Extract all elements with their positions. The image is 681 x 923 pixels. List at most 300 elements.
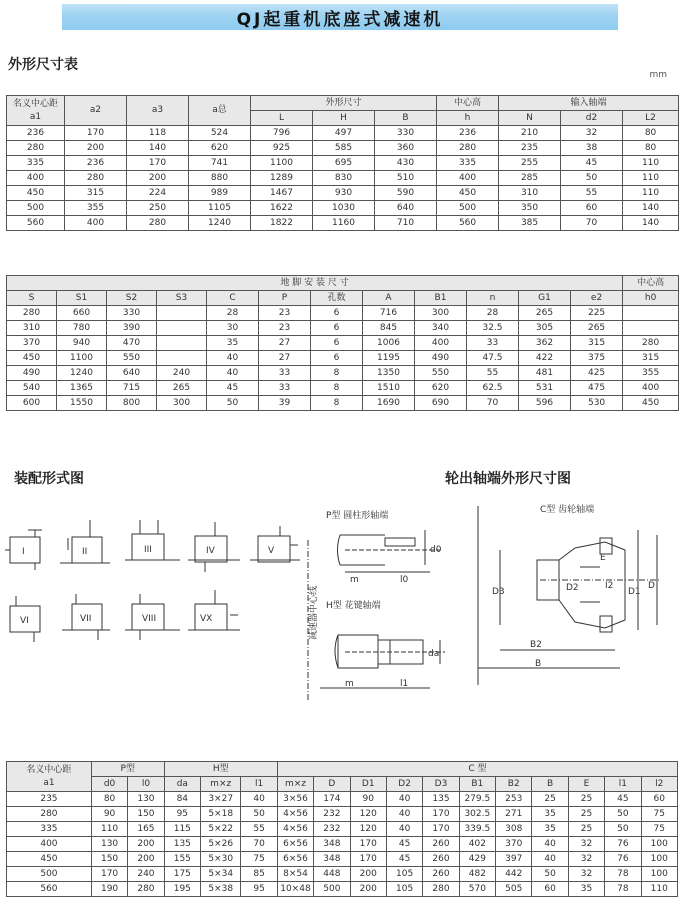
table-cell: 240 <box>157 366 207 381</box>
table-cell: 200 <box>65 141 127 156</box>
table-row <box>7 807 678 822</box>
header-mounting: 地 脚 安 装 尺 寸 <box>7 276 623 291</box>
table-cell: 1822 <box>251 216 313 231</box>
table-cell: 118 <box>127 126 189 141</box>
table-cell: 450 <box>7 186 65 201</box>
table-cell: 5×34 <box>201 867 241 882</box>
h-type-label: H型 花键轴端 <box>326 601 381 611</box>
table-cell: 530 <box>571 396 623 411</box>
assembly-label-9: VX <box>200 614 213 624</box>
subheader-14: l1 <box>605 777 641 792</box>
header-center-height: 中心高 <box>437 96 499 111</box>
table-cell: 1030 <box>313 201 375 216</box>
dim-D1: D1 <box>628 587 641 597</box>
table-row <box>7 867 678 882</box>
subheader-2: S2 <box>107 291 157 306</box>
table-cell: 429 <box>459 852 495 867</box>
section-heading-shaft: 轮出轴端外形尺寸图 <box>445 471 571 487</box>
table-cell: 200 <box>350 867 386 882</box>
table-cell: 47.5 <box>467 351 519 366</box>
table-cell: 60 <box>532 882 568 897</box>
table-cell <box>157 351 207 366</box>
table-cell: 78 <box>605 867 641 882</box>
table-cell: 300 <box>415 306 467 321</box>
subheader-15: l2 <box>641 777 677 792</box>
table-row <box>7 336 679 351</box>
table-cell: 310 <box>499 186 561 201</box>
header-a2: a2 <box>65 96 127 126</box>
table-cell: 315 <box>623 351 679 366</box>
dim-E: E <box>600 553 606 563</box>
subheader-3: m×z <box>201 777 241 792</box>
table-cell: 1550 <box>57 396 107 411</box>
table-cell: 8 <box>311 396 363 411</box>
table-cell: 105 <box>386 867 422 882</box>
table-cell: 235 <box>499 141 561 156</box>
table-cell: 490 <box>415 351 467 366</box>
table-cell: 5×38 <box>201 882 241 897</box>
table-cell: 6×56 <box>277 837 313 852</box>
table-cell: 75 <box>641 807 677 822</box>
table-cell: 355 <box>623 366 679 381</box>
table-cell: 550 <box>107 351 157 366</box>
table-cell: 1622 <box>251 201 313 216</box>
table-cell: 40 <box>386 807 422 822</box>
table-cell: 620 <box>189 141 251 156</box>
dim-D3: D3 <box>492 587 505 597</box>
subheader-2: B <box>375 111 437 126</box>
subheader-6: L2 <box>623 111 679 126</box>
table-cell: 640 <box>107 366 157 381</box>
table-cell: 130 <box>91 837 127 852</box>
table-cell: 195 <box>164 882 200 897</box>
table-cell: 75 <box>241 852 277 867</box>
table-cell: 140 <box>623 216 679 231</box>
table-cell: 370 <box>7 336 57 351</box>
table-cell: 280 <box>65 171 127 186</box>
table-cell: 35 <box>207 336 259 351</box>
table-cell: 30 <box>207 321 259 336</box>
subheader-1: S1 <box>57 291 107 306</box>
table-cell: 1195 <box>363 351 415 366</box>
table-cell: 76 <box>605 837 641 852</box>
assembly-label-7: VII <box>80 614 92 624</box>
table-cell: 70 <box>467 396 519 411</box>
table-cell: 3×27 <box>201 792 241 807</box>
table-cell: 35 <box>532 822 568 837</box>
table-cell: 45 <box>605 792 641 807</box>
table-row <box>7 381 679 396</box>
table-cell: 8 <box>311 366 363 381</box>
table-cell: 253 <box>496 792 532 807</box>
subheader-9: n <box>467 291 519 306</box>
table-cell: 482 <box>459 867 495 882</box>
table-cell: 23 <box>259 321 311 336</box>
table-cell: 524 <box>189 126 251 141</box>
subheader-7: D1 <box>350 777 386 792</box>
table-cell: 25 <box>532 792 568 807</box>
table-cell: 85 <box>241 867 277 882</box>
table-cell: 200 <box>128 837 164 852</box>
table-cell: 590 <box>375 186 437 201</box>
table-cell: 560 <box>7 882 92 897</box>
table-cell: 35 <box>532 807 568 822</box>
table-cell: 1365 <box>57 381 107 396</box>
shaft-end-table <box>6 761 678 897</box>
table-cell: 260 <box>423 837 459 852</box>
table-cell: 505 <box>496 882 532 897</box>
table-row <box>7 201 679 216</box>
table-cell: 448 <box>314 867 350 882</box>
table-cell: 271 <box>496 807 532 822</box>
subheader-12: B <box>532 777 568 792</box>
table-cell: 1100 <box>57 351 107 366</box>
table-cell: 135 <box>164 837 200 852</box>
table-cell: 232 <box>314 822 350 837</box>
table-cell: 70 <box>561 216 623 231</box>
table-cell: 45 <box>207 381 259 396</box>
table-cell: 265 <box>571 321 623 336</box>
table-cell: 6 <box>311 336 363 351</box>
section-heading-assembly: 装配形式图 <box>14 471 84 487</box>
table-cell: 500 <box>7 867 92 882</box>
table-cell: 402 <box>459 837 495 852</box>
table-cell: 350 <box>499 201 561 216</box>
table-cell: 25 <box>568 822 604 837</box>
table-cell: 224 <box>127 186 189 201</box>
header-input-shaft: 输入轴端 <box>499 96 679 111</box>
subheader-1: l0 <box>128 777 164 792</box>
table-cell: 510 <box>375 171 437 186</box>
table-cell: 640 <box>375 201 437 216</box>
table-cell: 100 <box>641 867 677 882</box>
centerline-label: 减速器中心线 <box>309 585 319 640</box>
subheader-6: 孔数 <box>311 291 363 306</box>
header-atotal: a总 <box>189 96 251 126</box>
table-cell: 200 <box>350 882 386 897</box>
table-cell: 335 <box>7 822 92 837</box>
table-cell: 27 <box>259 351 311 366</box>
table-cell: 5×22 <box>201 822 241 837</box>
table-cell: 5×26 <box>201 837 241 852</box>
table-cell: 260 <box>423 852 459 867</box>
header-a1-cn: 名义中心距 <box>12 98 58 109</box>
table-cell: 50 <box>532 867 568 882</box>
table-row <box>7 792 678 807</box>
table-cell: 470 <box>107 336 157 351</box>
p-type-shaft-drawing <box>338 530 441 572</box>
table-cell: 279.5 <box>459 792 495 807</box>
table-cell: 375 <box>571 351 623 366</box>
subheader-6: D <box>314 777 350 792</box>
header-center-height-2: 中心高 <box>623 276 679 291</box>
table-cell: 531 <box>519 381 571 396</box>
table-cell: 265 <box>157 381 207 396</box>
subheader-0: L <box>251 111 313 126</box>
table-cell: 280 <box>623 336 679 351</box>
table-cell: 280 <box>128 882 164 897</box>
table-cell: 240 <box>128 867 164 882</box>
dim-I2: I2 <box>605 581 614 591</box>
table-cell: 741 <box>189 156 251 171</box>
table-cell: 280 <box>7 141 65 156</box>
table-cell: 55 <box>467 366 519 381</box>
table-cell: 880 <box>189 171 251 186</box>
subheader-3: h <box>437 111 499 126</box>
table-cell: 80 <box>623 126 679 141</box>
table-cell: 310 <box>7 321 57 336</box>
table-cell: 400 <box>65 216 127 231</box>
header-c-type: C 型 <box>277 762 677 777</box>
table-cell: 100 <box>641 852 677 867</box>
table-cell: 62.5 <box>467 381 519 396</box>
table-cell: 481 <box>519 366 571 381</box>
subheader-10: G1 <box>519 291 571 306</box>
table-cell: 400 <box>623 381 679 396</box>
table-row <box>7 366 679 381</box>
table-cell: 28 <box>207 306 259 321</box>
table-cell: 50 <box>605 822 641 837</box>
table-row <box>7 306 679 321</box>
table-cell: 33 <box>259 381 311 396</box>
table-cell <box>157 336 207 351</box>
table-cell: 390 <box>107 321 157 336</box>
page-title: QJ起重机底座式减速机 <box>236 9 444 30</box>
assembly-label-4: IV <box>206 546 215 556</box>
table-cell <box>157 306 207 321</box>
table-cell: 50 <box>561 171 623 186</box>
table-cell: 120 <box>350 822 386 837</box>
table-cell: 40 <box>532 852 568 867</box>
table-cell: 1160 <box>313 216 375 231</box>
table-cell: 585 <box>313 141 375 156</box>
table-cell: 90 <box>350 792 386 807</box>
table-cell: 130 <box>128 792 164 807</box>
table-cell: 490 <box>7 366 57 381</box>
table-cell: 170 <box>65 126 127 141</box>
table-cell: 165 <box>128 822 164 837</box>
table-cell: 600 <box>7 396 57 411</box>
table-cell: 28 <box>467 306 519 321</box>
table-cell: 1105 <box>189 201 251 216</box>
table-cell: 235 <box>7 792 92 807</box>
table-cell: 4×56 <box>277 807 313 822</box>
table-cell: 940 <box>57 336 107 351</box>
table-cell: 70 <box>241 837 277 852</box>
dim-B2: B2 <box>530 640 542 650</box>
dimensions-table <box>6 95 679 231</box>
table-cell: 1240 <box>57 366 107 381</box>
table-cell: 348 <box>314 852 350 867</box>
table-cell: 830 <box>313 171 375 186</box>
table-row <box>7 171 679 186</box>
table-cell: 620 <box>415 381 467 396</box>
assembly-form-5 <box>250 526 300 562</box>
header-a1-3-cn: 名义中心距 <box>26 764 72 775</box>
table-cell: 32 <box>561 126 623 141</box>
assembly-form-9 <box>188 590 240 630</box>
table-cell: 174 <box>314 792 350 807</box>
table-cell: 60 <box>561 201 623 216</box>
table-cell: 190 <box>91 882 127 897</box>
table-cell: 550 <box>415 366 467 381</box>
subheader-10: B1 <box>459 777 495 792</box>
table-cell: 110 <box>623 171 679 186</box>
table-cell: 115 <box>164 822 200 837</box>
table-cell: 236 <box>7 126 65 141</box>
section-heading-dimensions: 外形尺寸表 <box>8 57 78 73</box>
table-cell: 500 <box>7 201 65 216</box>
dim-da: da <box>428 649 440 659</box>
header-a1-3 <box>7 762 92 792</box>
table-cell: 500 <box>437 201 499 216</box>
table-cell: 370 <box>496 837 532 852</box>
table-cell: 170 <box>423 822 459 837</box>
table-cell: 150 <box>91 852 127 867</box>
table-cell: 135 <box>423 792 459 807</box>
assembly-and-shaft-drawing <box>0 490 681 710</box>
table-cell: 450 <box>437 186 499 201</box>
table-cell: 140 <box>623 201 679 216</box>
table-cell <box>623 321 679 336</box>
table-cell: 200 <box>128 852 164 867</box>
subheader-2: da <box>164 777 200 792</box>
table-cell: 1006 <box>363 336 415 351</box>
unit-label: mm <box>649 70 667 80</box>
table-cell: 845 <box>363 321 415 336</box>
table-cell: 305 <box>519 321 571 336</box>
subheader-8: D2 <box>386 777 422 792</box>
table-cell: 23 <box>259 306 311 321</box>
table-cell: 10×48 <box>277 882 313 897</box>
table-cell: 4×56 <box>277 822 313 837</box>
subheader-5: m×z <box>277 777 313 792</box>
table-cell: 400 <box>415 336 467 351</box>
table-cell: 796 <box>251 126 313 141</box>
table-cell: 110 <box>623 156 679 171</box>
table-cell: 335 <box>7 156 65 171</box>
table-cell: 450 <box>7 852 92 867</box>
table-row <box>7 822 678 837</box>
table-cell: 715 <box>107 381 157 396</box>
table-cell: 385 <box>499 216 561 231</box>
subheader-7: A <box>363 291 415 306</box>
table-cell: 442 <box>496 867 532 882</box>
table-cell: 80 <box>91 792 127 807</box>
table-cell: 397 <box>496 852 532 867</box>
dim-D2: D2 <box>566 583 579 593</box>
subheader-1: H <box>313 111 375 126</box>
table-cell: 1289 <box>251 171 313 186</box>
table-cell: 500 <box>314 882 350 897</box>
header-h-type: H型 <box>164 762 277 777</box>
table-cell: 6 <box>311 306 363 321</box>
table-cell: 40 <box>532 837 568 852</box>
title-banner <box>62 4 618 30</box>
table-cell: 27 <box>259 336 311 351</box>
table-cell: 120 <box>350 807 386 822</box>
table-cell: 330 <box>375 126 437 141</box>
table-cell: 450 <box>7 351 57 366</box>
table-cell: 105 <box>386 882 422 897</box>
assembly-label-2: II <box>82 547 88 557</box>
table-cell: 110 <box>91 822 127 837</box>
table-cell: 425 <box>571 366 623 381</box>
assembly-label-5: V <box>268 546 275 556</box>
table-cell: 40 <box>207 366 259 381</box>
subheader-11: e2 <box>571 291 623 306</box>
table-cell: 695 <box>313 156 375 171</box>
table-cell: 339.5 <box>459 822 495 837</box>
table-cell: 930 <box>313 186 375 201</box>
table-row <box>7 126 679 141</box>
subheader-0: d0 <box>91 777 127 792</box>
subheader-8: B1 <box>415 291 467 306</box>
table-cell <box>623 306 679 321</box>
table-cell: 1100 <box>251 156 313 171</box>
table-cell: 90 <box>91 807 127 822</box>
table-cell: 260 <box>423 867 459 882</box>
dim-d0: d0 <box>430 545 442 555</box>
table-cell: 560 <box>7 216 65 231</box>
table-cell <box>157 321 207 336</box>
table-cell: 340 <box>415 321 467 336</box>
table-cell: 660 <box>57 306 107 321</box>
table-cell: 33 <box>259 366 311 381</box>
table-cell: 95 <box>241 882 277 897</box>
table-cell: 38 <box>561 141 623 156</box>
table-cell: 60 <box>641 792 677 807</box>
table-row <box>7 216 679 231</box>
table-cell: 39 <box>259 396 311 411</box>
table-cell: 8×54 <box>277 867 313 882</box>
table-cell: 475 <box>571 381 623 396</box>
table-cell: 210 <box>499 126 561 141</box>
table-cell: 236 <box>65 156 127 171</box>
table-cell: 32.5 <box>467 321 519 336</box>
table-cell: 236 <box>437 126 499 141</box>
table-cell: 348 <box>314 837 350 852</box>
table-cell: 55 <box>241 822 277 837</box>
table-cell: 1510 <box>363 381 415 396</box>
subheader-11: B2 <box>496 777 532 792</box>
table-cell: 1240 <box>189 216 251 231</box>
assembly-label-6: VI <box>20 616 29 626</box>
table-cell: 40 <box>386 822 422 837</box>
table-cell: 5×30 <box>201 852 241 867</box>
dim-l0: l0 <box>400 575 409 585</box>
table-cell: 400 <box>7 837 92 852</box>
header-a1-3-en: a1 <box>43 777 55 788</box>
table-cell: 315 <box>65 186 127 201</box>
table-cell: 450 <box>623 396 679 411</box>
dim-D: D <box>648 581 655 591</box>
assembly-label-3: III <box>144 545 152 555</box>
table-cell: 280 <box>423 882 459 897</box>
p-type-label: P型 圆柱形轴端 <box>326 511 389 521</box>
subheader-4: N <box>499 111 561 126</box>
mounting-table <box>6 275 679 411</box>
table-cell: 285 <box>499 171 561 186</box>
subheader-3: S3 <box>157 291 207 306</box>
table-cell: 40 <box>386 792 422 807</box>
table-cell: 280 <box>127 216 189 231</box>
table-cell: 989 <box>189 186 251 201</box>
table-cell: 596 <box>519 396 571 411</box>
table-cell: 6 <box>311 321 363 336</box>
header-a3: a3 <box>127 96 189 126</box>
table-cell: 95 <box>164 807 200 822</box>
